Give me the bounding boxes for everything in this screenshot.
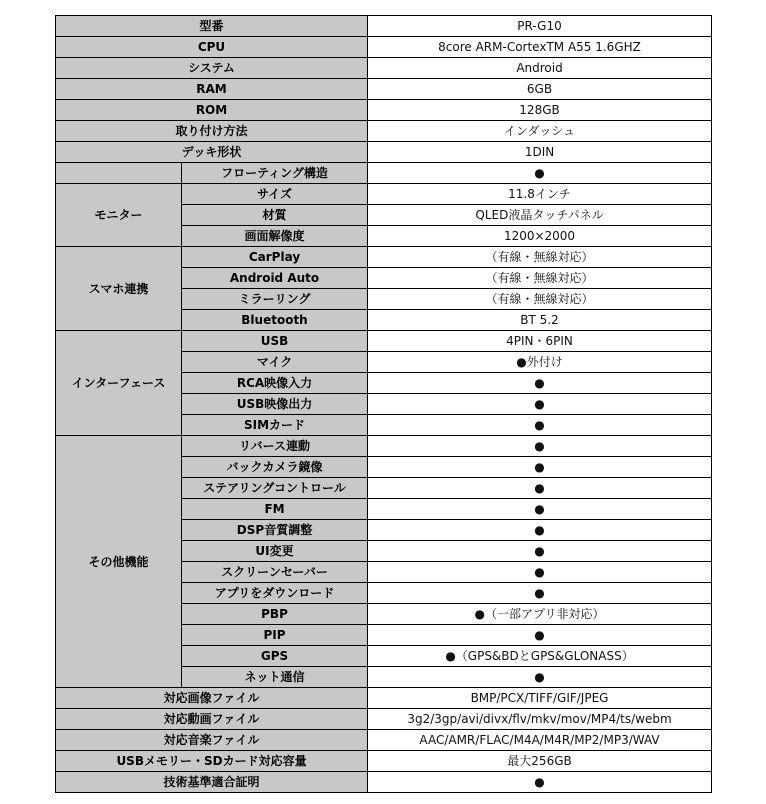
spec-label: システム: [56, 58, 368, 79]
spec-value: 1DIN: [368, 142, 712, 163]
spec-value: QLED液晶タッチパネル: [368, 205, 712, 226]
spec-label: サイズ: [182, 184, 368, 205]
spec-label: リバース連動: [182, 436, 368, 457]
spec-value: ●: [368, 373, 712, 394]
spec-label: 対応画像ファイル: [56, 688, 368, 709]
spec-value: 11.8インチ: [368, 184, 712, 205]
table-row: [56, 184, 712, 205]
group-label: [56, 163, 182, 184]
table-row: [56, 688, 712, 709]
spec-value: ●: [368, 499, 712, 520]
table-row: [56, 730, 712, 751]
spec-value: ●: [368, 625, 712, 646]
spec-value: 最大256GB: [368, 751, 712, 772]
spec-label: PBP: [182, 604, 368, 625]
group-label: その他機能: [56, 436, 182, 688]
table-row: [56, 331, 712, 352]
spec-label: USB: [182, 331, 368, 352]
table-row: [56, 37, 712, 58]
spec-value: BMP/PCX/TIFF/GIF/JPEG: [368, 688, 712, 709]
spec-value: ●: [368, 772, 712, 793]
spec-label: CarPlay: [182, 247, 368, 268]
spec-value: ●（GPS&BDとGPS&GLONASS）: [368, 646, 712, 667]
spec-value: 1200×2000: [368, 226, 712, 247]
spec-value: （有線・無線対応）: [368, 247, 712, 268]
spec-value: ●: [368, 457, 712, 478]
table-row: [56, 436, 712, 457]
spec-value: ●: [368, 520, 712, 541]
spec-label: 型番: [56, 16, 368, 37]
table-row: [56, 163, 712, 184]
spec-label: RAM: [56, 79, 368, 100]
spec-value: ●: [368, 436, 712, 457]
spec-label: 画面解像度: [182, 226, 368, 247]
table-row: [56, 247, 712, 268]
group-label: モニター: [56, 184, 182, 247]
spec-label: DSP音質調整: [182, 520, 368, 541]
spec-label: USBメモリー・SDカード対応容量: [56, 751, 368, 772]
spec-label: 技術基準適合証明: [56, 772, 368, 793]
spec-label: RCA映像入力: [182, 373, 368, 394]
spec-label: UI変更: [182, 541, 368, 562]
spec-label: FM: [182, 499, 368, 520]
spec-label: Android Auto: [182, 268, 368, 289]
spec-label: CPU: [56, 37, 368, 58]
table-row: [56, 121, 712, 142]
group-label: インターフェース: [56, 331, 182, 436]
table-row: [56, 772, 712, 793]
spec-value: 8core ARM-CortexTM A55 1.6GHZ: [368, 37, 712, 58]
table-row: [56, 100, 712, 121]
table-row: [56, 142, 712, 163]
spec-value: ●: [368, 394, 712, 415]
group-label: スマホ連携: [56, 247, 182, 331]
spec-label: マイク: [182, 352, 368, 373]
table-row: [56, 79, 712, 100]
spec-value: ●外付け: [368, 352, 712, 373]
spec-label: 対応動画ファイル: [56, 709, 368, 730]
table-row: [56, 16, 712, 37]
table-row: [56, 58, 712, 79]
spec-value: 3g2/3gp/avi/divx/flv/mkv/mov/MP4/ts/webm: [368, 709, 712, 730]
table-row: [56, 709, 712, 730]
spec-label: バックカメラ鏡像: [182, 457, 368, 478]
spec-label: 取り付け方法: [56, 121, 368, 142]
spec-label: フローティング構造: [182, 163, 368, 184]
spec-value: ●（一部アプリ非対応）: [368, 604, 712, 625]
spec-label: ROM: [56, 100, 368, 121]
spec-value: 4PIN・6PIN: [368, 331, 712, 352]
spec-value: ●: [368, 667, 712, 688]
spec-value: ●: [368, 163, 712, 184]
spec-label: デッキ形状: [56, 142, 368, 163]
spec-label: SIMカード: [182, 415, 368, 436]
spec-label: ミラーリング: [182, 289, 368, 310]
spec-value: ●: [368, 415, 712, 436]
spec-value: ●: [368, 583, 712, 604]
spec-value: （有線・無線対応）: [368, 268, 712, 289]
spec-label: USB映像出力: [182, 394, 368, 415]
table-row: [56, 751, 712, 772]
spec-label: スクリーンセーバー: [182, 562, 368, 583]
spec-value: AAC/AMR/FLAC/M4A/M4R/MP2/MP3/WAV: [368, 730, 712, 751]
spec-label: GPS: [182, 646, 368, 667]
spec-label: PIP: [182, 625, 368, 646]
spec-value: 6GB: [368, 79, 712, 100]
spec-label: ステアリングコントロール: [182, 478, 368, 499]
spec-value: BT 5.2: [368, 310, 712, 331]
spec-value: ●: [368, 562, 712, 583]
spec-value: インダッシュ: [368, 121, 712, 142]
spec-label: ネット通信: [182, 667, 368, 688]
spec-value: PR-G10: [368, 16, 712, 37]
spec-label: 材質: [182, 205, 368, 226]
spec-label: アプリをダウンロード: [182, 583, 368, 604]
spec-label: Bluetooth: [182, 310, 368, 331]
spec-value: （有線・無線対応）: [368, 289, 712, 310]
spec-table: [55, 15, 712, 793]
spec-value: ●: [368, 541, 712, 562]
spec-label: 対応音楽ファイル: [56, 730, 368, 751]
spec-value: ●: [368, 478, 712, 499]
spec-value: 128GB: [368, 100, 712, 121]
spec-value: Android: [368, 58, 712, 79]
